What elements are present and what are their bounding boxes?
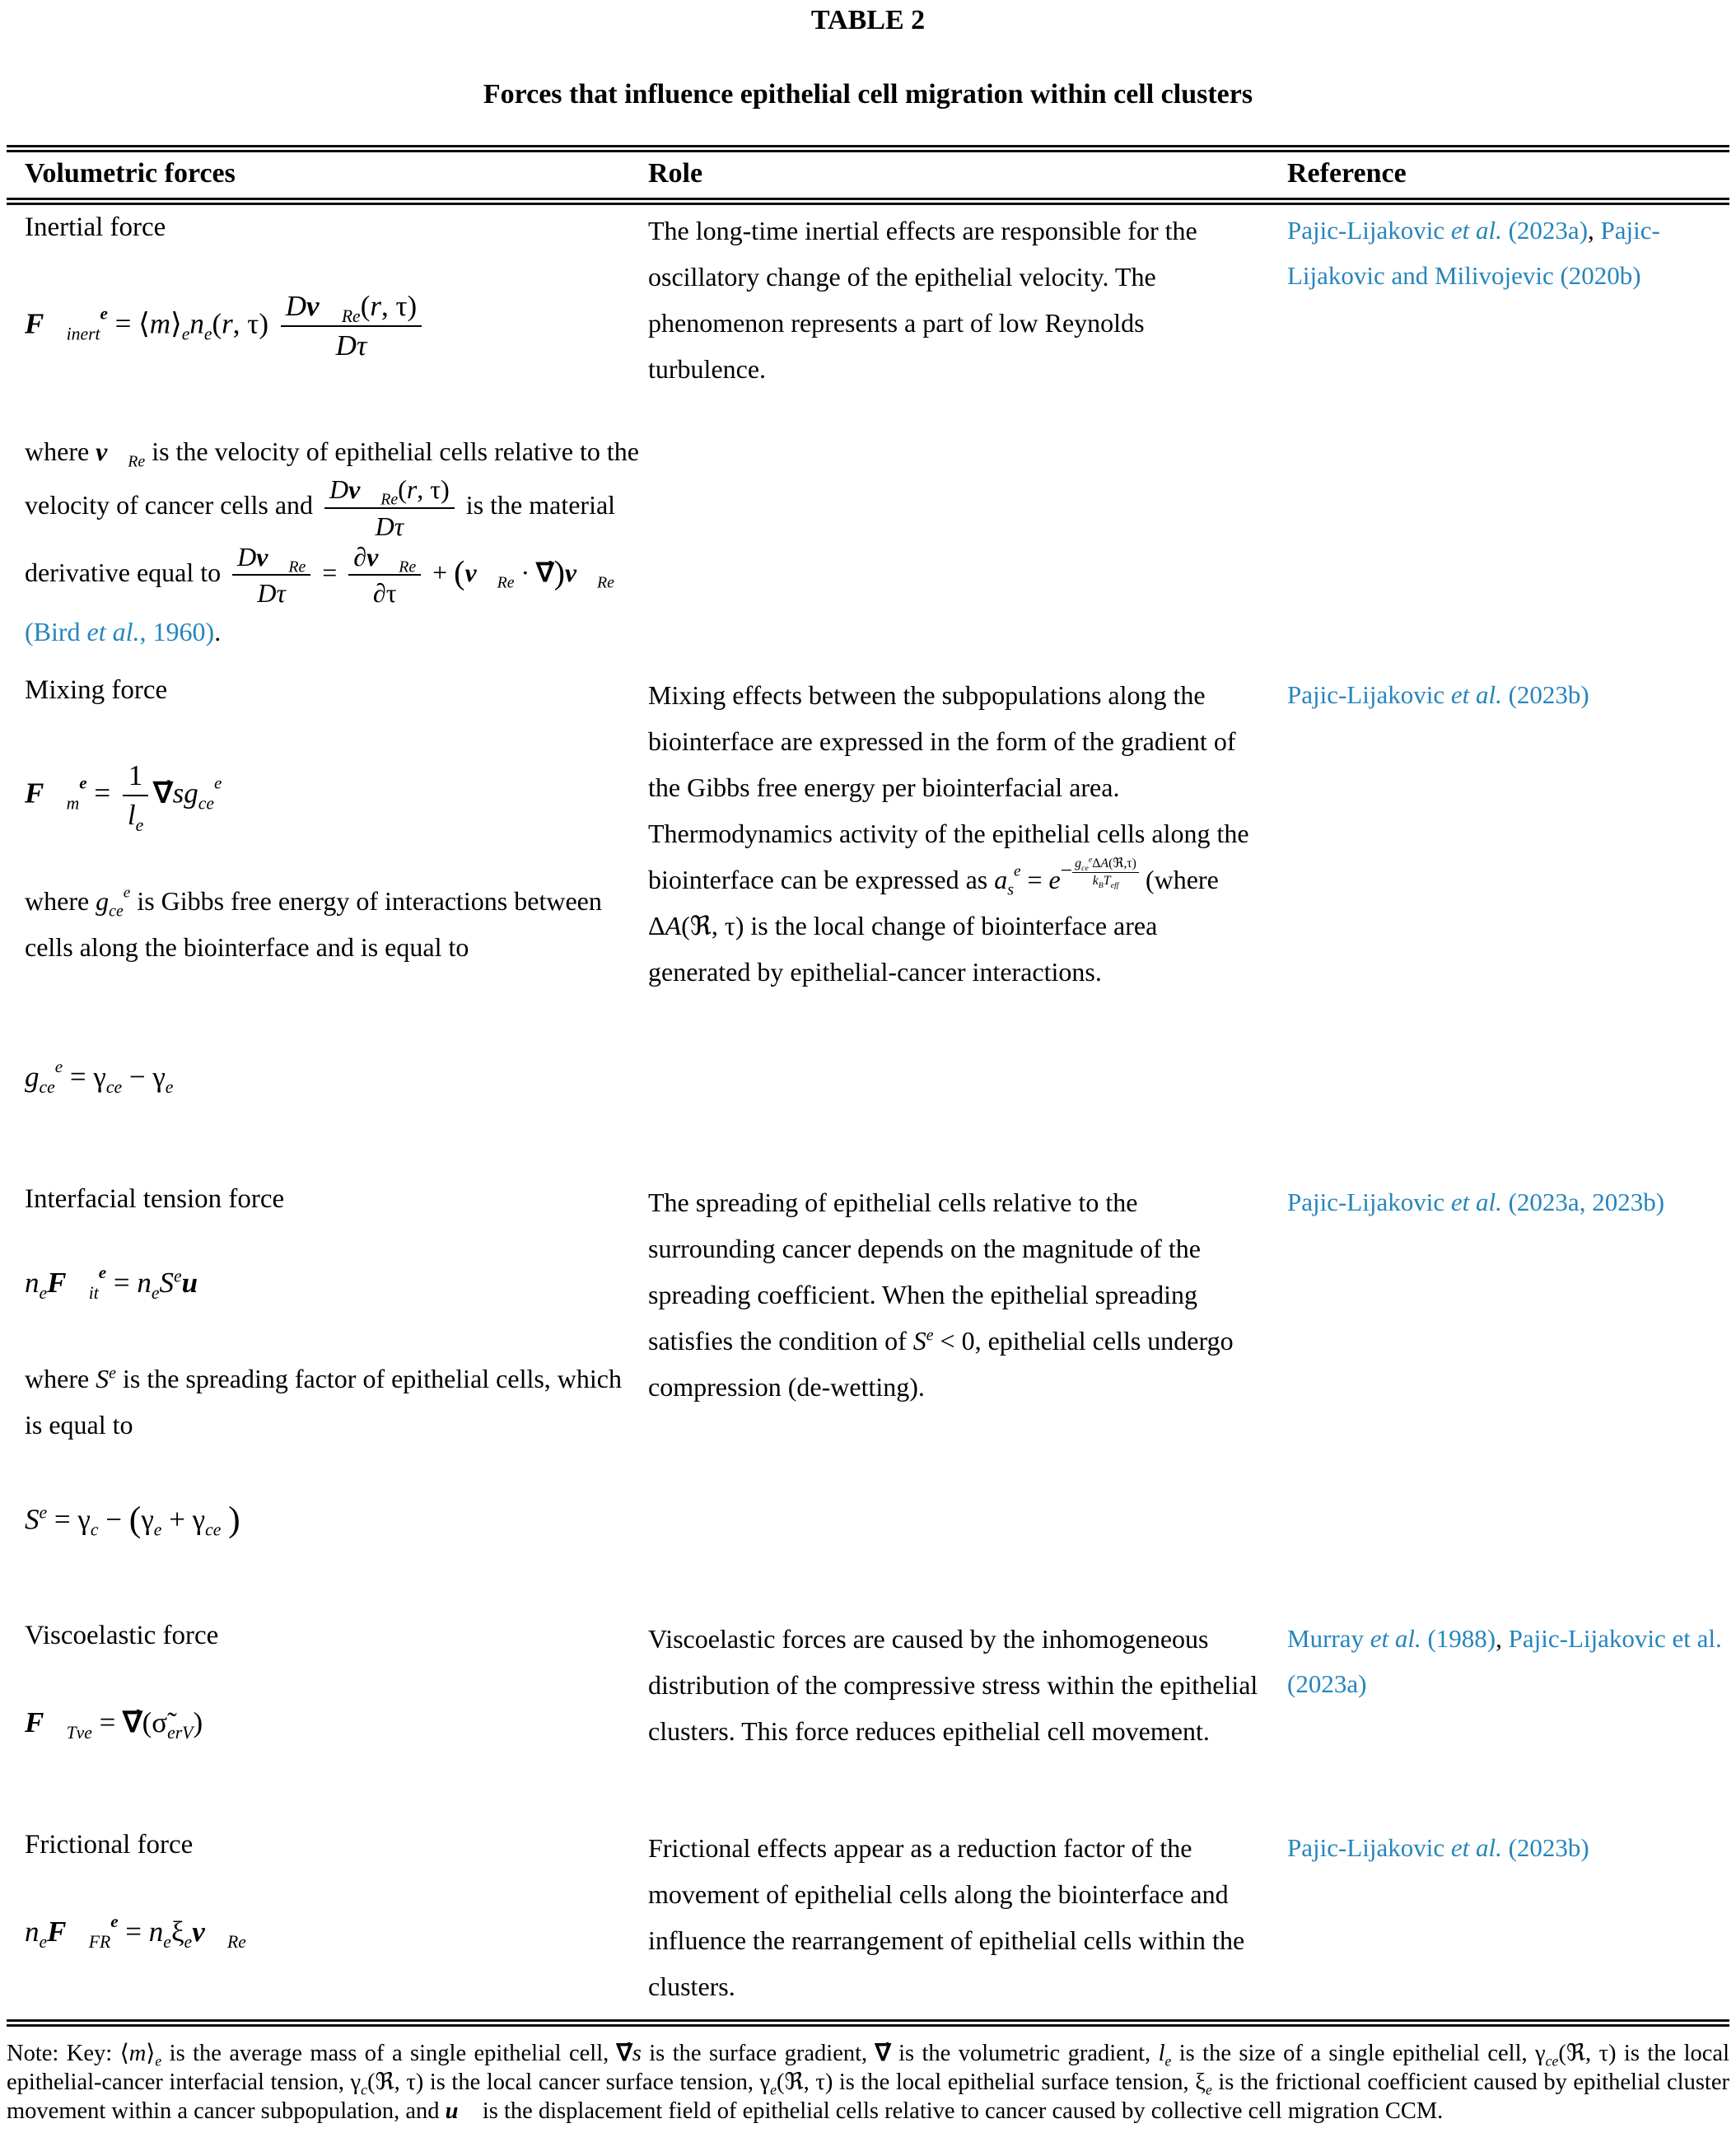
- citation-pajic-lijakovic-2023a-2[interactable]: Pajic-Lijakovic et al. (2023a): [1287, 1624, 1722, 1698]
- row-viscoelastic-role-text: Viscoelastic forces are caused by the inhomogeneous distribution of the compressive stress within the epithelial clusters. This force reduces epithelial cell movement.: [648, 1624, 1258, 1746]
- table-bottom-rule: [7, 2019, 1729, 2027]
- citation-murray-1988[interactable]: Murray et al. (1988): [1287, 1624, 1496, 1653]
- table-header-rule: [7, 198, 1729, 205]
- column-header-reference: Reference: [1287, 158, 1407, 189]
- row-viscoelastic-force-label: Viscoelastic force: [25, 1621, 219, 1650]
- citation-bird-1960[interactable]: (Bird et al., 1960): [25, 617, 215, 647]
- table-caption: Forces that influence epithelial cell migration within cell clusters: [483, 79, 1253, 110]
- row-mixing-gibbs-equation: $g_{ce}^e = \gamma_{ce} - \gamma_e$: [25, 1057, 174, 1097]
- row-mixing-reference: [1287, 672, 1736, 717]
- row-interfacial-where-text: where $S^e$ is the spreading factor of epithelial cells, which is equal to: [25, 1364, 622, 1440]
- row-viscoelastic-reference: Murray et al. (1988), Pajic-Lijakovic et al. (2023a): [1287, 1624, 1722, 1698]
- column-header-volumetric-forces: Volumetric forces: [25, 158, 236, 189]
- row-viscoelastic-formula: $F⃗_{Tve}$ = $\nabla⃗(\sigmã_{erV})$: [25, 1706, 203, 1743]
- row-inertial-force-label: Inertial force: [25, 212, 166, 242]
- row-interfacial-formula: $n_eF⃗_{it}^e$ = $n_eS^eu⃗$: [25, 1262, 221, 1303]
- row-frictional-reference: [1287, 1825, 1736, 1870]
- row-inertial-where-text: where $v⃗_{Re}$ is the velocity of epithelial cells relative to the velocity of cancer cells and $\frac{Dv⃗_{Re}(r, \tau)}{D\tau}$ is the material derivative equal to $\frac{Dv⃗_{Re}}{D\tau}$ = $\frac{\partial v⃗_{Re}}{\partial\tau}$ + ($v⃗_{Re}$ · $\nabla⃗)v⃗_{Re}$ (Bird et al., 1960).: [25, 436, 639, 647]
- row-mixing-where-text: where $g_{ce}^e$ is Gibbs free energy of interactions between cells along the biointerface and is equal to: [25, 884, 602, 962]
- citation-pajic-lijakovic-2023b-2[interactable]: Pajic-Lijakovic et al. (2023b): [1287, 1833, 1589, 1862]
- table-note: Note: Key: $⟨m⟩_e$ is the average mass of a single epithelial cell, ∇⃗s is the surface gradient, ∇⃗ is the volumetric gradient, $l_e$ is the size of a single epithelial cell, $\gamma_{ce}(ℜ$, τ) is the local epithelial-cancer interfacial tension, $\gamma_c(ℜ$, τ) is the local cancer surface tension, $\gamma_e(ℜ$, τ) is the local epithelial surface tension, $\xi_e$ is the frictional coefficient caused by epithelial cluster movement within a cancer subpopulation, and u⃗ is the displacement field of epithelial cells relative to cancer caused by collective cell migration CCM.: [7, 2041, 1729, 2124]
- row-mixing-force-label: Mixing force: [25, 675, 168, 705]
- row-interfacial-force-label: Interfacial tension force: [25, 1184, 285, 1214]
- row-mixing-formula: $F⃗_m^e$ = $\frac{1}{l_e}$ $\nabla⃗sg_{ce}^e$: [25, 759, 222, 836]
- row-interfacial-role-text: The spreading of epithelial cells relative to the surrounding cancer depends on the magnitude of the spreading coefficient. When the epithelial spreading satisfies the condition of $S^e < 0$, epithelial cells undergo compression (de-wetting).: [648, 1188, 1234, 1402]
- row-inertial-reference: Pajic-Lijakovic et al. (2023a), Pajic-Lijakovic and Milivojevic (2020b): [1287, 216, 1660, 290]
- citation-pajic-lijakovic-2023a-2023b[interactable]: Pajic-Lijakovic et al. (2023a, 2023b): [1287, 1188, 1665, 1216]
- row-frictional-force-label: Frictional force: [25, 1830, 194, 1860]
- citation-pajic-lijakovic-milivojevic-2020b[interactable]: Pajic-Lijakovic and Milivojevic (2020b): [1287, 216, 1660, 290]
- table-label: TABLE 2: [810, 5, 926, 35]
- row-interfacial-spreading-equation: $S^e = \gamma_c - (\gamma_e + \gamma_{ce}$ ): [25, 1500, 240, 1540]
- citation-pajic-lijakovic-2023b[interactable]: Pajic-Lijakovic et al. (2023b): [1287, 680, 1589, 709]
- citation-pajic-lijakovic-2023a[interactable]: Pajic-Lijakovic et al. (2023a): [1287, 216, 1589, 245]
- row-frictional-role-text: Frictional effects appear as a reduction factor of the movement of epithelial cells along the biointerface and influence the rearrangement of epithelial cells within the clusters.: [648, 1833, 1245, 2001]
- row-interfacial-reference: [1287, 1179, 1736, 1225]
- row-inertial-formula: $F⃗_{inert}^e$ = $⟨m⟩_en_e(r$, τ) $\frac{Dv⃗_{Re}(r, \tau)}{D\tau}$: [25, 290, 641, 363]
- row-inertial-role-text: The long-time inertial effects are responsible for the oscillatory change of the epithelial velocity. The phenomenon represents a part of low Reynolds turbulence.: [648, 216, 1197, 384]
- row-mixing-role-text: Mixing effects between the subpopulations along the biointerface are expressed in the form of the gradient of the Gibbs free energy per biointerfacial area. Thermodynamics activity of the epithelial cells along the biointerface can be expressed as $a_s^e = e^{- g_{ce}^e\Delta A(ℜ,\tau) k_BT_{eff}}$ (where ΔA(ℜ, τ) is the local change of biointerface area generated by epithelial-cancer interactions.: [648, 680, 1249, 987]
- row-frictional-formula: $n_eF⃗_{FR}^e$ = $n_e\xi_ev⃗_{Re}$: [25, 1911, 246, 1952]
- column-header-role: Role: [648, 158, 703, 189]
- table-top-rule: [7, 145, 1729, 152]
